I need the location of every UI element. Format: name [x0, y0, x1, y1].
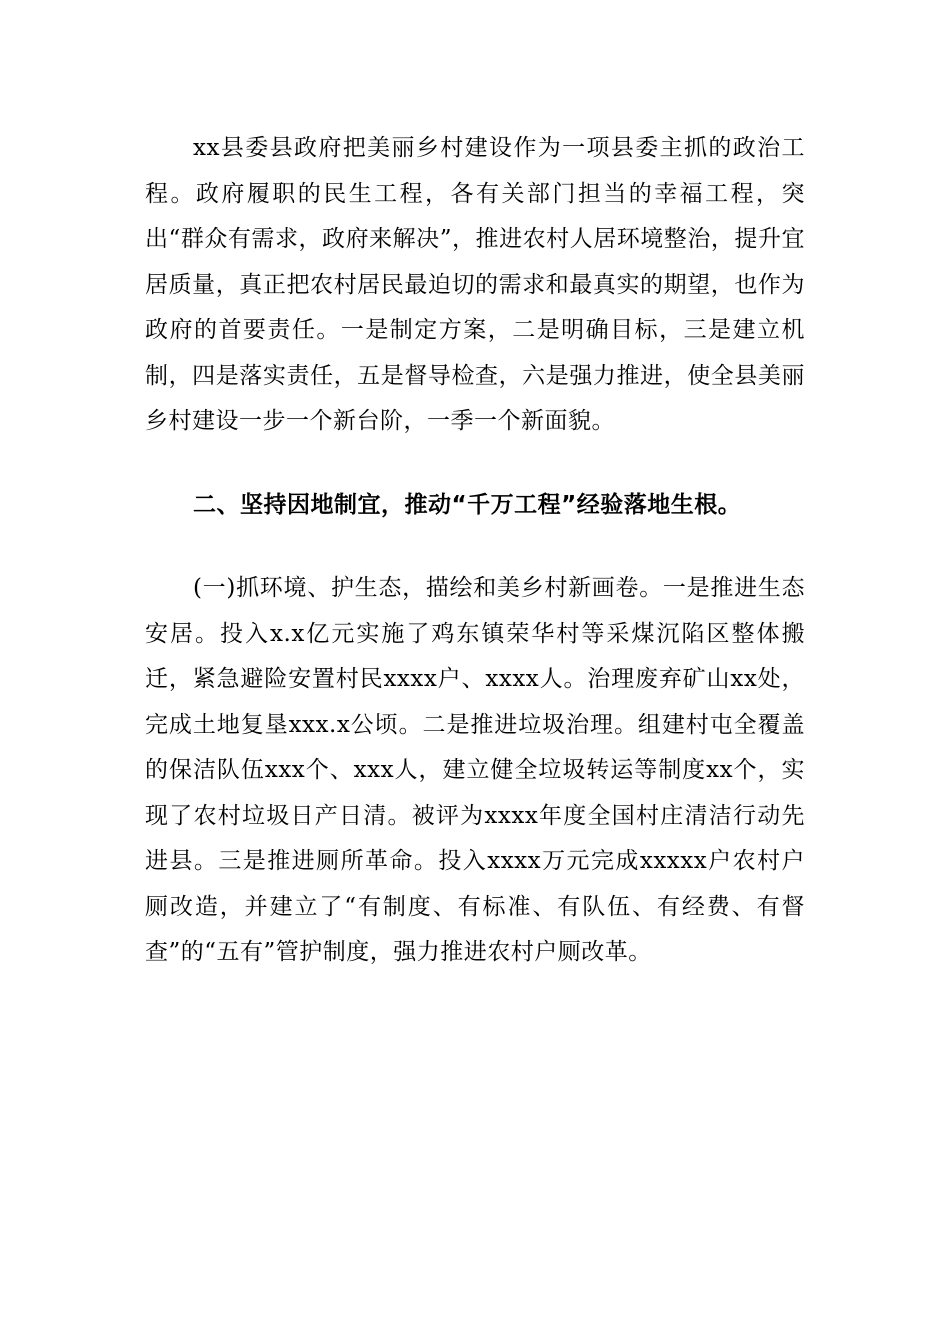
body-paragraph-2: (一)抓环境、护生态，描绘和美乡村新画卷。一是推进生态安居。投入x.x亿元实施了鸡东镇荣华村等采煤沉陷区整体搬迁，紧急避险安置村民xxxx户、xxxx人。治理废弃矿山xx处，完成土地复垦xxx.x公顷。二是推进垃圾治理。组建村屯全覆盖的保洁队伍xxx个、xxx人，建立健全垃圾转运等制度xx个，实现了农村垃圾日产日清。被评为xxxx年度全国村庄清洁行动先进县。三是推进厕所革命。投入xxxx万元完成xxxxx户农村户厕改造，并建立了“有制度、有标准、有队伍、有经费、有督查”的“五有”管护制度，强力推进农村户厕改革。	[145, 575, 805, 965]
body-paragraph-1: xx县委县政府把美丽乡村建设作为一项县委主抓的政治工程。政府履职的民生工程，各有关部门担当的幸福工程，突出“群众有需求，政府来解决”，推进农村人居环境整治，提升宜居质量，真正把农村居民最迫切的需求和最真实的期望，也作为政府的首要责任。一是制定方案，二是明确目标，三是建立机制，四是落实责任，五是督导检查，六是强力推进，使全县美丽乡村建设一步一个新台阶，一季一个新面貌。	[145, 135, 805, 434]
section-heading: 二、坚持因地制宜，推动“千万工程”经验落地生根。	[193, 491, 742, 518]
paragraph-spacer	[145, 528, 805, 566]
paragraph-spacer	[145, 445, 805, 483]
document-page	[145, 126, 805, 976]
